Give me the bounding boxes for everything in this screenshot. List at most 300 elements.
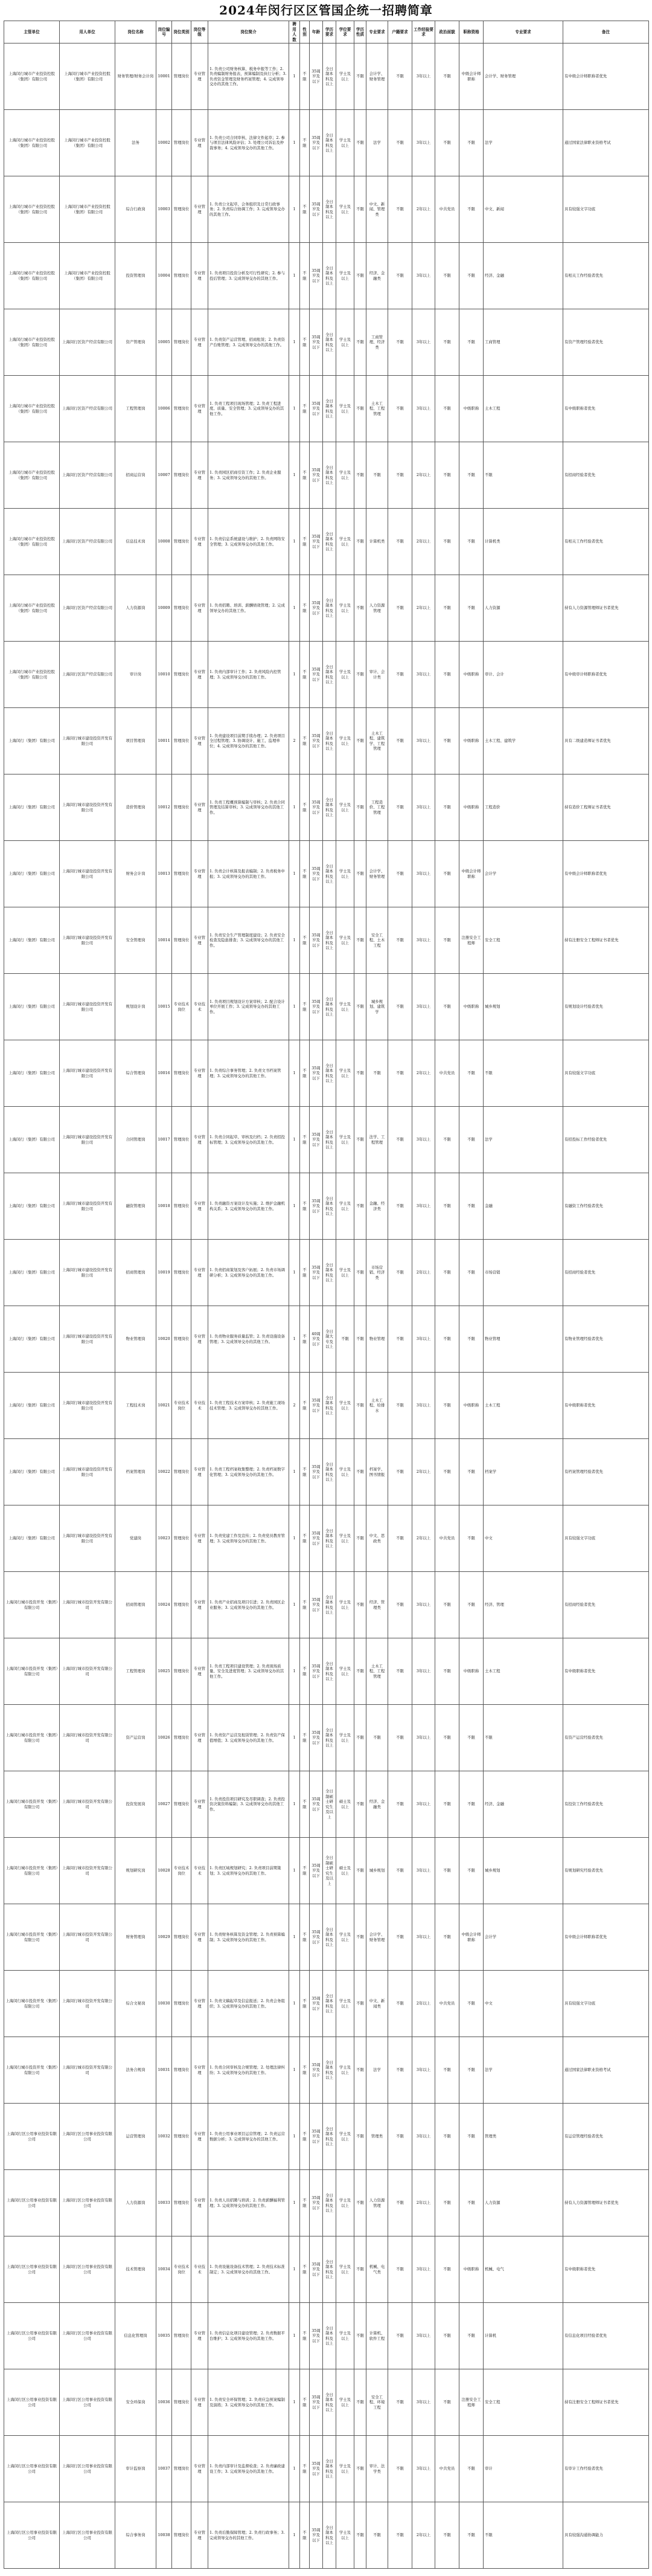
table-cell: 1 [289, 1705, 300, 1771]
table-cell: 1 [289, 376, 300, 442]
table-row [4, 176, 649, 243]
table-cell: 不限 [459, 1838, 484, 1904]
table-row [4, 442, 649, 509]
table-cell: 全日制本科及以上 [323, 2303, 336, 2369]
table-cell: 不限 [354, 841, 366, 907]
table-row [4, 243, 649, 309]
table-cell: 1 [289, 1638, 300, 1705]
table-cell: 安全环保岗 [115, 2369, 156, 2436]
table-cell: 上海闵行城市投资开发（集团）有限公司 [4, 1638, 60, 1705]
table-cell: 具有较强文字功底 [563, 1040, 649, 1107]
table-cell: 审计、会计类 [366, 642, 388, 708]
table-cell: 35周岁及以下 [310, 1107, 323, 1173]
table-cell: 不限 [459, 1971, 484, 2037]
table-cell: 上海闵行城市产业投资控股（集团）有限公司 [4, 176, 60, 243]
table-cell: 1. 负责物业服务质量监管；2. 负责设施设备管理；3. 完成领导交办的其他工作。 [208, 1306, 289, 1373]
table-cell: 上海闵行城市投资开发（集团）有限公司 [4, 1771, 60, 1838]
table-row [4, 2236, 649, 2303]
table-cell: 专业管理 [191, 2104, 208, 2170]
table-cell: 不限 [388, 2170, 412, 2236]
table-cell: 不限 [435, 1107, 459, 1173]
table-cell: 人力资源管理 [366, 2170, 388, 2236]
table-cell: 10002 [156, 110, 172, 176]
table-cell: 不限 [435, 974, 459, 1040]
table-cell: 全日制硕士研究生及以上 [323, 1838, 336, 1904]
table-row [4, 708, 649, 774]
table-cell: 1 [289, 774, 300, 841]
table-cell: 1. 负责安全生产管理制度建设；2. 负责安全检查及隐患排查；3. 完成领导交办的其他工作。 [208, 907, 289, 974]
table-cell: 35周岁及以下 [310, 2236, 323, 2303]
column-header: 学历要求 [323, 21, 336, 43]
table-cell: 上海闵行（集团）有限公司 [4, 1240, 60, 1306]
table-cell: 不限 [354, 2303, 366, 2369]
table-cell: 上海闵行城市建设投资开发有限公司 [60, 774, 115, 841]
table-cell: 人力资源管理 [366, 575, 388, 642]
table-cell: 1. 负责公用事业项目运营管理；2. 负责运营数据分析；3. 完成领导交办的其他工作。 [208, 2104, 289, 2170]
table-cell: 10021 [156, 1373, 172, 1439]
table-cell: 不限 [388, 243, 412, 309]
table-cell: 1. 负责工程档案收集整理；2. 负责档案数字化管理；3. 完成领导交办的其他工作。 [208, 1439, 289, 1505]
table-cell: 2年以上 [412, 1240, 435, 1306]
table-cell: 上海闵行城市建设投资开发有限公司 [60, 1306, 115, 1373]
table-cell: 全日制本科及以上 [323, 176, 336, 243]
table-cell: 城乡规划 [366, 1838, 388, 1904]
table-cell: 35周岁及以下 [310, 243, 323, 309]
table-cell: 上海闵行城市产业投资控股（集团）有限公司 [4, 575, 60, 642]
table-cell: 有中级职称者优先 [563, 1373, 649, 1439]
table-cell: 10013 [156, 841, 172, 907]
table-cell: 上海闵行城市建设投资开发有限公司 [60, 841, 115, 907]
table-cell: 不限 [435, 1373, 459, 1439]
table-cell: 管理岗位 [172, 1904, 191, 1971]
table-cell: 上海闵行区公用事业投资有限公司 [4, 2502, 60, 2569]
table-cell: 1 [289, 2236, 300, 2303]
table-cell: 不限 [388, 1971, 412, 2037]
table-cell: 1 [289, 1173, 300, 1240]
table-row [4, 2170, 649, 2236]
table-cell: 专业管理 [191, 1439, 208, 1505]
table-cell: 3年以上 [412, 2436, 435, 2502]
table-cell: 不限 [354, 708, 366, 774]
table-cell: 全日制本科及以上 [323, 1505, 336, 1572]
table-cell: 持有注册安全工程师证书者优先 [563, 2369, 649, 2436]
table-cell: 不限 [388, 110, 412, 176]
table-cell: 综合事务岗 [115, 2502, 156, 2569]
column-header: 户籍要求 [388, 21, 412, 43]
table-cell: 1. 负责项目规划设计方案审核；2. 配合设计单位开展工作；3. 完成领导交办的其他工作。 [208, 974, 289, 1040]
table-cell: 不限 [435, 1638, 459, 1705]
table-cell: 具有较强文字功底 [563, 176, 649, 243]
table-cell: 专业管理 [191, 243, 208, 309]
table-cell: 学士及以上 [336, 2436, 354, 2502]
table-cell: 有投资工作经验者优先 [563, 1771, 649, 1838]
table-cell: 上海闵行（集团）有限公司 [4, 774, 60, 841]
table-cell: 35周岁及以下 [310, 509, 323, 575]
table-cell: 全日制本科及以上 [323, 642, 336, 708]
table-cell: 1. 负责工程技术方案审核；2. 负责施工现场技术管理；3. 完成领导交办的其他工作。 [208, 1373, 289, 1439]
table-cell: 财务管理/财务会计岗 [115, 43, 156, 110]
table-cell: 专业管理 [191, 509, 208, 575]
table-cell: 上海闵行（集团）有限公司 [4, 708, 60, 774]
table-cell: 不限 [354, 1771, 366, 1838]
table-cell: 不限 [388, 907, 412, 974]
table-cell: 专业技术 [191, 1373, 208, 1439]
table-cell: 不限 [354, 1040, 366, 1107]
table-cell: 35周岁及以下 [310, 575, 323, 642]
table-cell: 1 [289, 110, 300, 176]
table-cell: 管理岗位 [172, 376, 191, 442]
table-cell: 资产管理岗 [115, 309, 156, 376]
table-cell: 专业管理 [191, 1638, 208, 1705]
table-cell: 有资产管理经验者优先 [563, 309, 649, 376]
table-cell: 专业技术 [191, 974, 208, 1040]
table-cell: 通过国家法律职业资格考试 [563, 2037, 649, 2104]
table-row [4, 1505, 649, 1572]
table-cell: 经济、管理类 [366, 1572, 388, 1638]
table-cell: 不限 [300, 841, 310, 907]
table-cell: 专业管理 [191, 2170, 208, 2236]
table-cell: 上海闵行城市投资开发有限公司 [60, 2037, 115, 2104]
table-cell: 经济、金融类 [366, 243, 388, 309]
table-cell: 上海闵行城市投资开发有限公司 [60, 1904, 115, 1971]
table-cell: 法学、工程管理 [366, 1107, 388, 1173]
table-cell: 1. 负责公司财务核算、税务申报等工作；2. 负责编制财务报表、预算编制及执行分析；3. 负责资金管理及财务档案管理；4. 完成领导交办的其他工作。 [208, 43, 289, 110]
table-cell: 学士及以上 [336, 2104, 354, 2170]
table-cell: 2年以上 [412, 442, 435, 509]
table-cell: 审计、法学类 [366, 2436, 388, 2502]
table-cell: 管理岗位 [172, 43, 191, 110]
table-cell: 管理岗位 [172, 642, 191, 708]
table-cell: 1 [289, 1306, 300, 1373]
table-cell: 不限 [300, 243, 310, 309]
table-cell: 学士及以上 [336, 1505, 354, 1572]
table-cell: 上海闵行城市建设投资开发有限公司 [60, 1240, 115, 1306]
table-cell: 有中级会计师职称者优先 [563, 43, 649, 110]
table-cell: 管理岗位 [172, 243, 191, 309]
table-cell: 10016 [156, 1040, 172, 1107]
table-cell: 全日制本科及以上 [323, 442, 336, 509]
table-cell: 全日制本科及以上 [323, 1173, 336, 1240]
table-cell: 全日制本科及以上 [323, 509, 336, 575]
table-cell: 不限 [388, 708, 412, 774]
table-cell: 不限 [300, 2170, 310, 2236]
table-cell: 全日制本科及以上 [323, 907, 336, 974]
table-cell: 35周岁及以下 [310, 110, 323, 176]
table-cell: 学士及以上 [336, 376, 354, 442]
table-cell: 上海闵行城市建设投资开发有限公司 [60, 1439, 115, 1505]
table-cell: 不限 [435, 2369, 459, 2436]
table-cell: 金融、经济类 [366, 1173, 388, 1240]
table-cell: 3年以上 [412, 974, 435, 1040]
table-cell: 管理岗位 [172, 708, 191, 774]
table-cell: 全日制本科及以上 [323, 575, 336, 642]
table-cell: 中级职称 [459, 1638, 484, 1705]
table-cell: 10020 [156, 1306, 172, 1373]
table-cell: 综合管理岗 [115, 1040, 156, 1107]
table-cell: 3年以上 [412, 2369, 435, 2436]
table-cell: 1. 负责安全环保管理；2. 负责应急预案编制及演练；3. 完成领导交办的其他工作。 [208, 2369, 289, 2436]
table-cell: 不限 [300, 110, 310, 176]
table-cell: 有中级会计师职称者优先 [563, 1904, 649, 1971]
table-cell: 10029 [156, 1904, 172, 1971]
table-cell: 管理岗位 [172, 1505, 191, 1572]
table-cell: 上海闵行区资产经营有限公司 [60, 376, 115, 442]
table-cell: 35周岁及以下 [310, 1240, 323, 1306]
table-cell: 不限 [300, 1971, 310, 2037]
table-cell: 不限 [435, 1705, 459, 1771]
table-cell: 上海闵行区公用事业投资有限公司 [60, 2369, 115, 2436]
table-cell: 35周岁及以下 [310, 309, 323, 376]
table-cell: 持有人力资源管理师证书者优先 [563, 2170, 649, 2236]
table-row [4, 1904, 649, 1971]
table-cell: 2年以上 [412, 1505, 435, 1572]
table-cell: 有档案管理经验者优先 [563, 1439, 649, 1505]
table-cell: 不限 [435, 907, 459, 974]
table-cell: 上海闵行城市产业投资控股（集团）有限公司 [60, 243, 115, 309]
table-cell: 1. 负责项目投资分析及可行性研究；2. 参与投后管理；3. 完成领导交办的其他工作。 [208, 243, 289, 309]
page-title: 2024年闵行区区管国企统一招聘简章 [219, 3, 433, 18]
table-cell: 机械、电气 [484, 2236, 563, 2303]
table-cell: 会计学 [484, 1904, 563, 1971]
table-cell: 会计学、财务管理 [366, 43, 388, 110]
table-cell: 上海闵行区公用事业投资有限公司 [4, 2369, 60, 2436]
table-row [4, 1439, 649, 1505]
table-cell: 不限 [336, 1306, 354, 1373]
table-cell: 2年以上 [412, 1040, 435, 1107]
table-cell: 35周岁及以下 [310, 442, 323, 509]
table-row [4, 1572, 649, 1638]
table-cell: 不限 [484, 442, 563, 509]
table-cell: 3年以上 [412, 1838, 435, 1904]
column-header: 学历性质 [354, 21, 366, 43]
table-cell: 全日制本科及以上 [323, 1107, 336, 1173]
column-header: 聘用人数 [289, 21, 300, 43]
table-cell: 全日制本科及以上 [323, 2502, 336, 2569]
table-cell: 有规划研究经验者优先 [563, 1838, 649, 1904]
table-cell: 不限 [366, 1040, 388, 1107]
table-cell: 法务合规岗 [115, 2037, 156, 2104]
table-cell: 土木工程、给排水 [366, 1373, 388, 1439]
table-cell: 学士及以上 [336, 1040, 354, 1107]
table-cell: 不限 [354, 974, 366, 1040]
table-cell: 不限 [300, 974, 310, 1040]
table-cell: 1 [289, 309, 300, 376]
table-cell: 不限 [435, 2303, 459, 2369]
table-cell: 不限 [354, 1705, 366, 1771]
table-cell: 不限 [388, 774, 412, 841]
table-cell: 工程管理岗 [115, 376, 156, 442]
table-cell: 管理岗位 [172, 2502, 191, 2569]
table-cell: 安全工程 [484, 2369, 563, 2436]
table-cell: 不限 [300, 442, 310, 509]
table-cell: 专业管理 [191, 1705, 208, 1771]
table-cell: 管理岗位 [172, 1107, 191, 1173]
table-cell: 不限 [388, 442, 412, 509]
table-cell: 工程造价、工程管理 [366, 774, 388, 841]
table-cell: 土木工程 [484, 376, 563, 442]
table-cell: 中文、新闻类 [366, 1971, 388, 2037]
table-cell: 1. 负责合同起草、审核及归档；2. 负责招投标管理；3. 完成领导交办的其他工作。 [208, 1107, 289, 1173]
table-cell: 投资管理岗 [115, 243, 156, 309]
table-cell: 学士及以上 [336, 2170, 354, 2236]
table-cell: 会计学、财务管理 [484, 43, 563, 110]
table-cell: 中文 [484, 1971, 563, 2037]
table-cell: 35周岁及以下 [310, 1638, 323, 1705]
table-cell: 全日制本科及以上 [323, 1572, 336, 1638]
table-cell: 不限 [300, 1572, 310, 1638]
table-cell: 1. 负责综合事务管理；2. 负责文书档案管理；3. 完成领导交办的其他工作。 [208, 1040, 289, 1107]
table-cell: 35周岁及以下 [310, 1040, 323, 1107]
table-cell: 10003 [156, 176, 172, 243]
table-cell: 学士及以上 [336, 43, 354, 110]
table-cell: 法学 [484, 110, 563, 176]
table-cell: 有中级审计师职称者优先 [563, 642, 649, 708]
table-cell: 上海闵行城市投资开发有限公司 [60, 1971, 115, 2037]
table-cell: 土木工程、工程管理 [366, 1638, 388, 1705]
table-cell: 学士及以上 [336, 642, 354, 708]
table-cell: 中级职称 [459, 974, 484, 1040]
table-cell: 上海闵行城市投资开发（集团）有限公司 [4, 1971, 60, 2037]
table-cell: 35周岁及以下 [310, 43, 323, 110]
table-cell: 规划设计岗 [115, 974, 156, 1040]
table-cell: 学士及以上 [336, 1638, 354, 1705]
table-cell: 35周岁及以下 [310, 2436, 323, 2502]
table-cell: 全日制本科及以上 [323, 2037, 336, 2104]
table-cell: 10026 [156, 1705, 172, 1771]
table-cell: 管理岗位 [172, 509, 191, 575]
table-cell: 1. 负责园区招商引资工作；2. 负责企业服务；3. 完成领导交办的其他工作。 [208, 442, 289, 509]
table-cell: 安全工程、土木工程 [366, 907, 388, 974]
table-cell: 管理岗位 [172, 907, 191, 974]
table-cell: 全日制本科及以上 [323, 376, 336, 442]
table-cell: 不限 [459, 243, 484, 309]
table-cell: 上海闵行（集团）有限公司 [4, 841, 60, 907]
table-cell: 管理类 [366, 2104, 388, 2170]
table-cell: 法学 [484, 1107, 563, 1173]
table-cell: 管理岗位 [172, 442, 191, 509]
table-cell: 硕士及以上 [336, 1838, 354, 1904]
table-cell: 1 [289, 1107, 300, 1173]
table-cell: 不限 [435, 2170, 459, 2236]
table-cell: 不限 [435, 1838, 459, 1904]
table-cell: 不限 [459, 2502, 484, 2569]
table-cell: 有招商经验者优先 [563, 1240, 649, 1306]
table-cell: 经济、金融类 [366, 1771, 388, 1838]
table-cell: 专业管理 [191, 1771, 208, 1838]
table-cell: 2年以上 [412, 509, 435, 575]
table-cell: 35周岁及以下 [310, 1705, 323, 1771]
table-cell: 法学 [366, 110, 388, 176]
table-cell: 会计学、财务管理 [366, 1904, 388, 1971]
table-cell: 上海闵行（集团）有限公司 [4, 1373, 60, 1439]
table-cell: 1 [289, 575, 300, 642]
table-cell: 35周岁及以下 [310, 2303, 323, 2369]
table-cell: 专业管理 [191, 2436, 208, 2502]
table-row [4, 1771, 649, 1838]
table-cell: 不限 [388, 1040, 412, 1107]
table-cell: 专业技术 [191, 1838, 208, 1904]
table-cell: 不限 [388, 2502, 412, 2569]
table-cell: 35周岁及以下 [310, 974, 323, 1040]
table-cell: 不限 [300, 642, 310, 708]
table-cell: 融资管理岗 [115, 1173, 156, 1240]
table-cell: 审计 [484, 2436, 563, 2502]
table-cell: 有物业管理经验者优先 [563, 1306, 649, 1373]
table-cell: 3年以上 [412, 2236, 435, 2303]
table-cell: 1 [289, 907, 300, 974]
table-cell: 3年以上 [412, 1306, 435, 1373]
table-cell: 专业管理 [191, 1173, 208, 1240]
table-cell: 有融资工作经验者优先 [563, 1173, 649, 1240]
table-cell: 上海闵行区资产经营有限公司 [60, 509, 115, 575]
table-cell: 专业技术岗位 [172, 1838, 191, 1904]
table-cell: 上海闵行区公用事业投资有限公司 [4, 2436, 60, 2502]
table-cell: 管理岗位 [172, 1638, 191, 1705]
table-cell: 10037 [156, 2436, 172, 2502]
table-cell: 学士及以上 [336, 1971, 354, 2037]
table-cell: 不限 [435, 774, 459, 841]
table-cell: 有审计工作经验者优先 [563, 2436, 649, 2502]
table-cell: 不限 [300, 2236, 310, 2303]
table-row [4, 907, 649, 974]
table-cell: 3年以上 [412, 708, 435, 774]
table-cell: 不限 [354, 575, 366, 642]
table-cell: 2年以上 [412, 2170, 435, 2236]
table-cell: 上海闵行区资产经营有限公司 [60, 442, 115, 509]
table-cell: 35周岁及以下 [310, 1971, 323, 2037]
table-cell: 人力资源岗 [115, 575, 156, 642]
table-row [4, 110, 649, 176]
table-cell: 中级会计师职称 [459, 841, 484, 907]
table-cell: 10008 [156, 509, 172, 575]
table-cell: 专业管理 [191, 376, 208, 442]
table-cell: 专业管理 [191, 442, 208, 509]
table-cell: 上海闵行（集团）有限公司 [4, 1173, 60, 1240]
table-cell: 35周岁及以下 [310, 708, 323, 774]
table-cell: 合同管理岗 [115, 1107, 156, 1173]
table-cell: 中文 [484, 1505, 563, 1572]
table-cell: 2年以上 [412, 1439, 435, 1505]
table-cell: 档案学 [484, 1439, 563, 1505]
table-row [4, 1638, 649, 1705]
table-cell: 不限 [435, 110, 459, 176]
table-row [4, 1971, 649, 2037]
table-cell: 3年以上 [412, 309, 435, 376]
table-cell: 35周岁及以下 [310, 1373, 323, 1439]
table-cell: 1 [289, 2170, 300, 2236]
table-cell: 全日制本科及以上 [323, 1638, 336, 1705]
table-cell: 3年以上 [412, 841, 435, 907]
table-cell: 2年以上 [412, 575, 435, 642]
table-cell: 不限 [459, 575, 484, 642]
table-cell: 上海闵行城市投资开发有限公司 [60, 1638, 115, 1705]
table-cell: 投资发展岗 [115, 1771, 156, 1838]
table-cell: 具有较强文字功底 [563, 1971, 649, 2037]
table-cell: 不限 [354, 1373, 366, 1439]
table-cell: 学士及以上 [336, 575, 354, 642]
table-cell: 3年以上 [412, 43, 435, 110]
table-cell: 管理岗位 [172, 110, 191, 176]
table-cell: 不限 [354, 1240, 366, 1306]
table-cell: 管理岗位 [172, 1240, 191, 1306]
table-cell: 学士及以上 [336, 509, 354, 575]
table-cell: 1. 负责内部审计及监督检查；2. 负责廉政建设工作；3. 完成领导交办的其他工作。 [208, 2436, 289, 2502]
table-cell: 不限 [300, 2037, 310, 2104]
table-cell: 法学 [366, 2037, 388, 2104]
table-cell: 上海闵行（集团）有限公司 [4, 1505, 60, 1572]
table-cell: 上海闵行（集团）有限公司 [4, 907, 60, 974]
table-cell: 不限 [388, 1904, 412, 1971]
